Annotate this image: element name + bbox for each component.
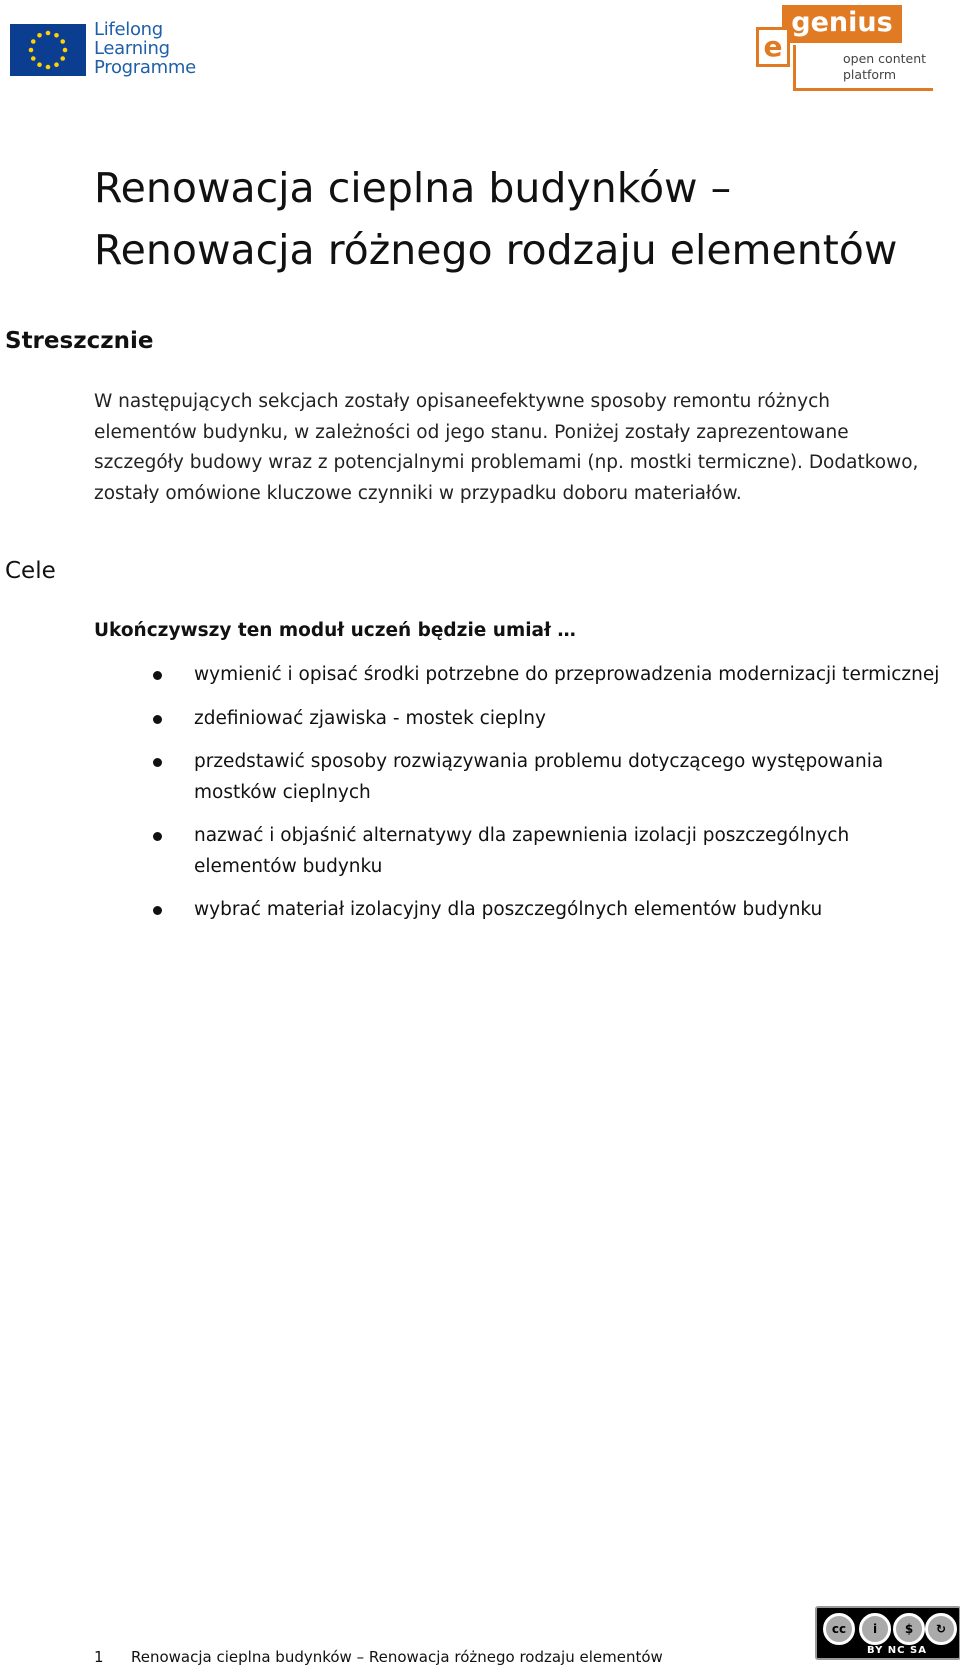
page-title bbox=[94, 157, 924, 281]
goals-intro: Ukończywszy ten moduł uczeń będzie umiał … bbox=[94, 620, 576, 641]
list-item bbox=[150, 704, 950, 735]
egenius-frame-vertical bbox=[793, 45, 796, 91]
sharealike-icon: ↻ bbox=[925, 1613, 957, 1645]
list-item bbox=[150, 747, 950, 808]
goal-text: przedstawić sposoby rozwiązywania problemu dotyczącego występowania mostków cieplnych bbox=[194, 751, 884, 803]
llp-line-1: Lifelong bbox=[94, 19, 163, 40]
goals-list bbox=[150, 660, 950, 939]
eu-star-icon bbox=[63, 48, 68, 53]
eu-star-icon bbox=[46, 65, 51, 70]
llp-line-2: Learning bbox=[94, 38, 170, 59]
goal-text: nazwać i objaśnić alternatywy dla zapewnienia izolacji poszczególnych elementów budynku bbox=[194, 825, 850, 877]
eu-star-icon bbox=[29, 48, 34, 53]
summary-heading: Streszcznie bbox=[5, 328, 154, 354]
cc-icon: cc bbox=[823, 1613, 855, 1645]
eu-star-icon bbox=[60, 56, 65, 61]
eu-star-icon bbox=[37, 62, 42, 67]
page-title-line-2: Renowacja różnego rodzaju elementów bbox=[94, 226, 898, 274]
noncommercial-icon: $ bbox=[893, 1613, 925, 1645]
llp-line-3: Programme bbox=[94, 57, 196, 78]
lifelong-learning-programme-logo bbox=[10, 18, 195, 78]
page-title-line-1: Renowacja cieplna budynków – bbox=[94, 164, 732, 212]
eu-star-icon bbox=[60, 39, 65, 44]
footer-title: Renowacja cieplna budynków – Renowacja różnego rodzaju elementów bbox=[131, 1648, 663, 1666]
egenius-logo bbox=[748, 3, 948, 93]
llp-logo-text bbox=[94, 20, 196, 77]
eu-star-icon bbox=[46, 31, 51, 36]
attribution-icon: i bbox=[859, 1613, 891, 1645]
list-item bbox=[150, 660, 950, 691]
egenius-sub-line-2: platform bbox=[843, 67, 897, 82]
egenius-word: genius bbox=[782, 5, 902, 43]
eu-star-icon bbox=[54, 62, 59, 67]
creative-commons-license-badge bbox=[815, 1606, 960, 1660]
egenius-subtitle bbox=[843, 51, 926, 83]
bullet-icon bbox=[153, 906, 162, 915]
eu-star-icon bbox=[31, 56, 36, 61]
bullet-icon bbox=[153, 715, 162, 724]
license-labels: BY NC SA bbox=[867, 1645, 927, 1656]
eu-star-icon bbox=[54, 33, 59, 38]
egenius-e-letter: e bbox=[756, 27, 790, 67]
egenius-sub-line-1: open content bbox=[843, 51, 927, 66]
footer-page-number: 1 bbox=[94, 1648, 104, 1666]
eu-flag-icon bbox=[10, 24, 86, 76]
eu-star-icon bbox=[37, 33, 42, 38]
bullet-icon bbox=[153, 671, 162, 680]
bullet-icon bbox=[153, 758, 162, 767]
goal-text: wybrać materiał izolacyjny dla poszczególnych elementów budynku bbox=[194, 899, 823, 920]
goal-text: zdefiniować zjawiska - mostek cieplny bbox=[194, 707, 546, 729]
goal-text: wymienić i opisać środki potrzebne do przeprowadzenia modernizacji termicznej bbox=[194, 664, 940, 685]
goals-heading: Cele bbox=[5, 558, 56, 584]
bullet-icon bbox=[153, 832, 162, 841]
list-item bbox=[150, 895, 950, 926]
egenius-frame-horizontal bbox=[793, 88, 933, 91]
list-item bbox=[150, 821, 950, 882]
eu-star-icon bbox=[31, 39, 36, 44]
summary-paragraph: W następujących sekcjach zostały opisaneefektywne sposoby remontu różnych elementów budynku, w zależności od jego stanu. Poniżej zostały zaprezentowane szczegóły budowy wraz z potencjalnymi problemami (np. mostki termiczne). Dodatkowo, zostały omówione kluczowe czynniki w przypadku doboru materiałów. bbox=[94, 391, 919, 504]
